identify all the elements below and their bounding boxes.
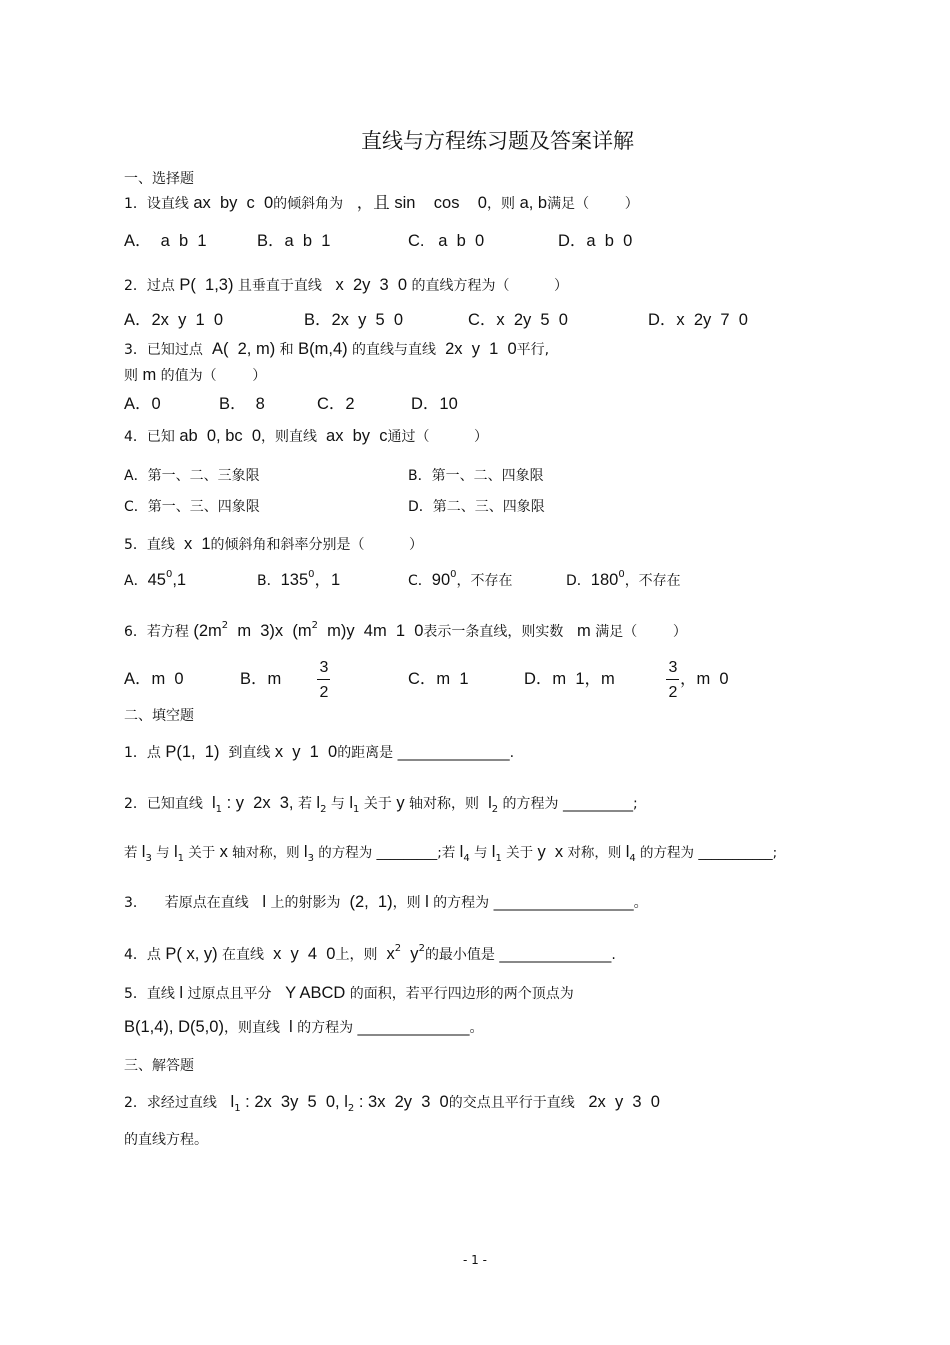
exponent: 2 — [394, 943, 402, 954]
fraction-denominator: 2 — [668, 684, 678, 701]
fraction-denominator: 2 — [319, 684, 329, 701]
math: (2m — [193, 622, 222, 640]
text: 6．若方程 — [124, 624, 194, 640]
math: l — [141, 843, 146, 861]
question-5-stem — [124, 535, 423, 554]
text: 与 — [469, 845, 492, 861]
math: ax by c — [321, 427, 388, 445]
question-3-stem-line2 — [124, 366, 266, 385]
text: 5．直线 — [124, 537, 180, 553]
text: ，则 — [392, 895, 426, 911]
math: a, b — [515, 194, 548, 212]
question-4-stem — [124, 427, 488, 446]
subscript: 1 — [495, 853, 502, 864]
text: 1．点 — [124, 745, 166, 761]
math: l — [491, 843, 496, 861]
q3-option-d: D．10 — [411, 395, 458, 413]
text: 则 — [124, 368, 143, 384]
exponent: 2 — [311, 620, 318, 631]
math: 90 — [431, 571, 451, 589]
text: 满足（ ） — [590, 624, 687, 640]
text: 关于 — [501, 845, 538, 861]
fill-3 — [124, 893, 648, 912]
text: 与 — [326, 796, 350, 812]
math: A( 2, m) — [207, 340, 276, 358]
text: 4．点 — [124, 947, 166, 963]
subscript: 1 — [215, 804, 222, 815]
text: 关于 — [183, 845, 220, 861]
fraction-numerator: 3 — [668, 659, 678, 676]
fill-2-continued — [124, 843, 777, 864]
q1-option-a: A． a b 1 — [124, 232, 207, 250]
q5-option-a — [124, 571, 186, 592]
q4-option-a: A．第一、二、三象限 — [124, 468, 260, 484]
text: 的交点且平行于直线 — [448, 1095, 580, 1111]
math: l — [179, 984, 184, 1002]
text: 的值为（ ） — [156, 368, 267, 384]
text: 在直线 — [217, 947, 269, 963]
q3-option-c: C．2 — [317, 395, 355, 413]
text: 的直线与直线 — [347, 342, 441, 358]
subscript: 3 — [307, 853, 314, 864]
math: l — [284, 1018, 293, 1036]
q3-option-a: A．0 — [124, 395, 161, 413]
fraction-bar — [317, 679, 330, 680]
text: 的方程为 __________; — [498, 796, 638, 812]
math: y x — [537, 843, 564, 861]
math: l — [253, 893, 267, 911]
math: y — [396, 794, 405, 812]
fraction-numerator: 3 — [319, 659, 329, 676]
math: : 3x 2y 3 0 — [354, 1093, 449, 1111]
question-6-stem — [124, 622, 687, 643]
math: P( x, y) — [165, 945, 218, 963]
text: 5．直线 — [124, 986, 180, 1002]
math: l — [316, 794, 321, 812]
text: 2．已知直线 — [124, 796, 208, 812]
math: m)y 4m 1 0 — [317, 622, 424, 640]
q1-option-c: C. a b 0 — [408, 232, 485, 250]
q4-option-d: D．第二、三、四象限 — [408, 499, 545, 515]
math: x 2y 3 0 — [326, 276, 408, 294]
answer-2-stem-continued: 的直线方程。 — [124, 1132, 208, 1148]
subscript: 1 — [353, 804, 360, 815]
math: m — [142, 366, 157, 384]
degree-mark: 0 — [308, 569, 315, 580]
q2-option-d: D．x 2y 7 0 — [648, 311, 748, 329]
text: 的面积，若平行四边形的两个顶点为 — [345, 986, 574, 1002]
subscript: 2 — [347, 1103, 355, 1114]
degree-mark: 0 — [165, 569, 173, 580]
fill-4 — [124, 945, 616, 966]
text: 关于 — [359, 796, 397, 812]
section-heading-fill: 二、填空题 — [124, 708, 194, 724]
math: 2x y 1 0 — [440, 340, 517, 358]
subscript: 4 — [629, 853, 636, 864]
section-heading-choice: 一、选择题 — [124, 171, 194, 187]
q2-option-b: B．2x y 5 0 — [304, 311, 404, 329]
math: l — [425, 893, 429, 911]
subscript: 3 — [145, 853, 152, 864]
math: m — [567, 622, 591, 640]
text: 过原点且平分 — [183, 986, 276, 1002]
text: ，不存在 — [624, 573, 681, 589]
text: 的最小值是 ________________. — [424, 947, 616, 963]
exponent: 2 — [418, 943, 425, 954]
math: ax by c 0 — [193, 194, 274, 212]
text: 上，则 — [335, 947, 382, 963]
math: P(1, 1) — [165, 743, 220, 761]
text: 3．已知过点 — [124, 342, 208, 358]
text: 的方程为 ________________。 — [292, 1020, 484, 1036]
math: ab 0, bc 0 — [179, 427, 261, 445]
q2-option-c: C．x 2y 5 0 — [468, 311, 568, 329]
math: ，1 — [314, 571, 341, 589]
math: l — [483, 794, 492, 812]
degree-mark: 0 — [450, 569, 457, 580]
label: D． — [566, 573, 591, 589]
text: 对称，则 — [563, 845, 626, 861]
math: x 1 — [179, 535, 211, 553]
math: l — [349, 794, 354, 812]
math: 45 — [147, 571, 166, 589]
text: 且垂直于直线 — [233, 278, 327, 294]
text: 的方程为 ____________________。 — [428, 895, 648, 911]
math: l — [459, 843, 464, 861]
text: 的倾斜角为 — [273, 196, 348, 212]
q6-option-d: D．m 1，m — [524, 670, 615, 688]
text: 2．过点 — [124, 278, 180, 294]
q5-option-d — [566, 571, 681, 592]
q4-option-c: C．第一、三、四象限 — [124, 499, 260, 515]
math: x y 1 0 — [274, 743, 338, 761]
q2-option-a: A．2x y 1 0 — [124, 311, 224, 329]
math: l — [207, 794, 216, 812]
math: (2, 1) — [344, 893, 393, 911]
subscript: 4 — [463, 853, 470, 864]
q5-option-b — [257, 571, 340, 592]
fill-2 — [124, 794, 638, 815]
math: ，且 — [347, 194, 390, 212]
math: sin cos 0 — [389, 194, 487, 212]
math: Y ABCD — [275, 984, 346, 1002]
math: 2x y 3 0 — [579, 1093, 660, 1111]
document-title: 直线与方程练习题及答案详解 — [361, 129, 634, 153]
label: C． — [408, 573, 432, 589]
math: l — [221, 1093, 235, 1111]
question-1-stem — [124, 194, 639, 213]
text: 平行, — [516, 342, 550, 358]
text: 的直线方程为（ ） — [407, 278, 569, 294]
page-number: - 1 - — [463, 1253, 487, 1267]
math: x — [381, 945, 395, 963]
subscript: 1 — [177, 853, 184, 864]
text: 到直线 — [219, 745, 275, 761]
text: 上的射影为 — [266, 895, 345, 911]
section-heading-solve: 三、解答题 — [124, 1058, 194, 1074]
fill-5-continued — [124, 1018, 484, 1037]
math: x — [219, 843, 228, 861]
q6-option-a: A．m 0 — [124, 670, 184, 688]
math: ,1 — [172, 571, 187, 589]
degree-mark: 0 — [618, 569, 625, 580]
math: x y 4 0 — [268, 945, 336, 963]
text: ，则直线 — [223, 1020, 285, 1036]
question-2-stem — [124, 276, 568, 295]
text: 轴对称，则 — [227, 845, 304, 861]
q6-option-b: B．m — [240, 670, 282, 688]
label: A． — [124, 573, 148, 589]
text: ，则直线 — [261, 429, 322, 445]
exponent: 2 — [221, 620, 229, 631]
text: 通过（ ） — [387, 429, 488, 445]
math: B(m,4) — [298, 340, 348, 358]
q6-option-d-tail: ，m 0 — [680, 670, 729, 688]
text: 轴对称，则 — [404, 796, 484, 812]
fill-5 — [124, 984, 574, 1003]
text: 若 — [293, 796, 317, 812]
text: 1．设直线 — [124, 196, 194, 212]
text: 4．已知 — [124, 429, 180, 445]
text: 的方程为 _________;若 — [313, 845, 460, 861]
q5-option-c — [408, 571, 513, 592]
math: P( 1,3) — [179, 276, 234, 294]
q4-option-b: B．第一、二、四象限 — [408, 468, 544, 484]
text: 与 — [151, 845, 174, 861]
text: 满足（ ） — [547, 196, 639, 212]
q3-option-b: B． 8 — [219, 395, 265, 413]
math: : y 2x 3, — [221, 794, 294, 812]
fraction-bar — [666, 679, 679, 680]
text: 表示一条直线，则实数 — [423, 624, 568, 640]
math: : 2x 3y 5 0, l — [240, 1093, 348, 1111]
text: ，不存在 — [456, 573, 513, 589]
math: l — [625, 843, 630, 861]
math: 135 — [280, 571, 309, 589]
math: 180 — [590, 571, 619, 589]
answer-2-stem — [124, 1093, 660, 1114]
math: l — [173, 843, 178, 861]
text: 和 — [275, 342, 299, 358]
math: y — [401, 945, 419, 963]
fill-1 — [124, 743, 514, 762]
text: 若 — [124, 845, 142, 861]
text: 的方程为 ___________; — [635, 845, 778, 861]
math: l — [303, 843, 308, 861]
text: ，则 — [487, 196, 515, 212]
label: B． — [257, 573, 281, 589]
text: 的距离是 ________________. — [337, 745, 515, 761]
math: B(1,4), D(5,0) — [124, 1018, 224, 1036]
q1-option-d: D．a b 0 — [558, 232, 633, 250]
subscript: 1 — [234, 1103, 241, 1114]
question-3-stem — [124, 340, 549, 359]
text: 3． 若原点在直线 — [124, 895, 254, 911]
q6-option-c: C．m 1 — [408, 670, 469, 688]
math: m 3)x (m — [228, 622, 312, 640]
subscript: 2 — [320, 804, 327, 815]
subscript: 2 — [491, 804, 499, 815]
q1-option-b: B．a b 1 — [257, 232, 331, 250]
text: 2．求经过直线 — [124, 1095, 222, 1111]
text: 的倾斜角和斜率分别是（ ） — [210, 537, 424, 553]
